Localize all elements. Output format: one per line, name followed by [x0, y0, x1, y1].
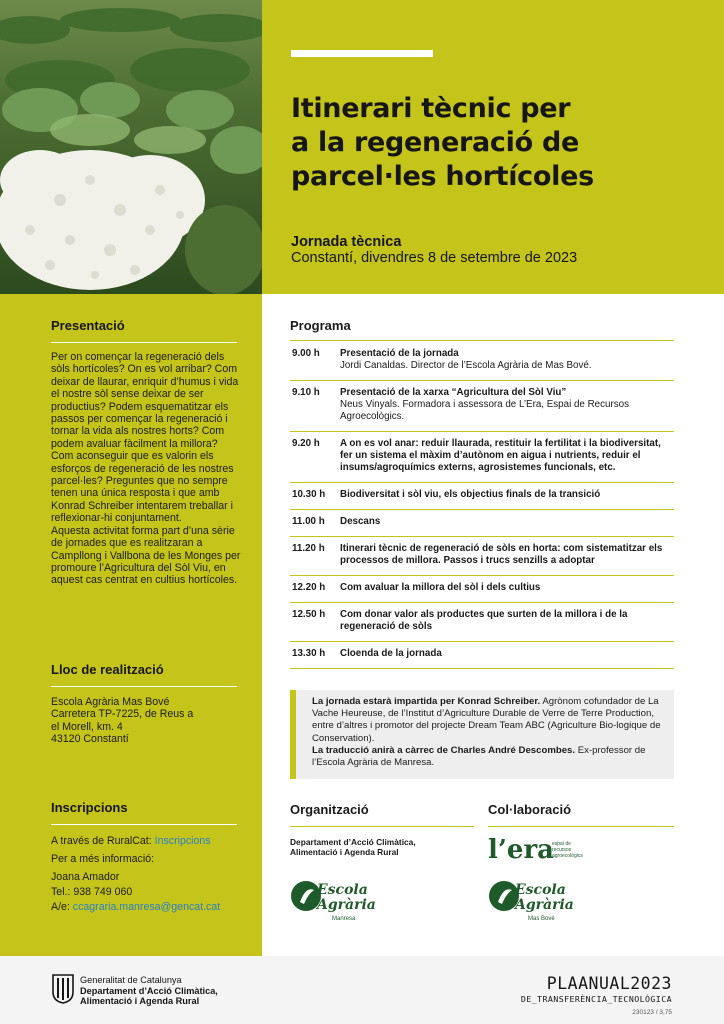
programa-title: Biodiversitat i sòl viu, els objectius finals de la transició	[340, 489, 601, 500]
programa-list	[290, 342, 674, 669]
escola-agraria-manresa-logo	[290, 872, 376, 924]
presentacio-paragraph: Per on començar la regeneració dels sòls hortícoles? On es vol arribar? Com deixar de llaurar, enriquir d’humus i vida el nostre sòl sense deixar de ser productius? Podem esquematitzar els passos per començar la regeneració i tornar la vida als nostres horts? Com podem avaluar fàcilment la millora? Com aconseguir que es valorin els esforços de regeneració de les nostres parcel·les? Preguntes que no sempre tenen una única resposta i que amb Konrad Schreiber intentarem treballar i reflexionar-hi conjuntament.	[51, 351, 239, 525]
translator-info-text: Ex-professor de l’Escola Agrària de Manresa.	[312, 744, 646, 769]
escola-agraria-masbove-logo	[488, 872, 574, 924]
footer	[0, 956, 724, 1024]
collaboracio-heading: Col·laboració	[488, 802, 674, 827]
translator-info-bold: La traducció anirà a càrrec de Charles André Descombes.	[312, 744, 576, 756]
email-link[interactable]: ccagraria.manresa@gencat.cat	[72, 901, 221, 913]
gen-line: Generalitat de Catalunya	[80, 975, 182, 985]
programa-row	[290, 603, 674, 642]
generalitat-text	[80, 975, 218, 1007]
dept-line: Departament d’Acció Climàtica,	[290, 837, 416, 847]
title-line: parcel·les hortícoles	[291, 161, 594, 192]
programa-time: 12.20 h	[292, 582, 326, 593]
presentacio-text	[51, 351, 241, 587]
sidebar	[0, 294, 262, 956]
address-line: 43120 Constantí	[51, 733, 129, 746]
programa-desc: Jordi Canaldas. Director de l’Escola Agrària de Mas Bové.	[340, 360, 592, 371]
programa-body	[340, 438, 674, 474]
programa-time: 13.30 h	[292, 648, 326, 659]
programa-body	[340, 609, 674, 633]
lera-logo	[488, 833, 598, 870]
hero-banner	[262, 0, 724, 294]
programa-body	[340, 543, 674, 567]
more-info-label: Per a més informació:	[51, 853, 155, 865]
gen-line: Departament d’Acció Climàtica,	[80, 985, 218, 996]
pla-sub: DE_TRANSFERÈNCIA_TECNOLÒGICA	[520, 994, 672, 1004]
programa-time: 11.00 h	[292, 516, 325, 527]
programa-time: 12.50 h	[292, 609, 326, 620]
programa-body	[340, 489, 674, 501]
page-title	[291, 92, 711, 194]
programa-title: Itinerari tècnic de regeneració de sòls en horta: com sistematitzar els processos de millora. Passos i trucs senzills a adoptar	[340, 543, 663, 566]
programa-row	[290, 576, 674, 603]
presentacio-paragraph: Aquesta activitat forma part d’una sèrie de jornades que es realitzaran a Campllong i Vallbona de les Monges per promoure l’Agricultura del Sòl Viu, en aquest cas centrat en cultius hortícoles.	[51, 524, 241, 587]
contact-phone: Tel.: 938 749 060	[51, 886, 133, 898]
logo-word-agraria: Agrària	[317, 897, 376, 913]
logo-word-agraria: Agrària	[515, 897, 574, 913]
era-name: l’era	[488, 835, 555, 865]
programa-row	[290, 537, 674, 576]
programa-time: 11.20 h	[292, 543, 325, 554]
programa-row	[290, 342, 674, 381]
department-logo-text	[290, 837, 416, 857]
programa-row	[290, 642, 674, 669]
programa-row	[290, 483, 674, 510]
programa-title: Com donar valor als productes que surten de la millora i de la regeneració de sòls	[340, 609, 628, 632]
hero-rule	[291, 50, 433, 57]
programa-row	[290, 510, 674, 537]
address-line: Escola Agrària Mas Bové	[51, 696, 170, 708]
programa-body	[340, 516, 674, 528]
lloc-address	[51, 696, 241, 746]
title-line: a la regeneració de	[291, 127, 579, 158]
organitzacio-heading: Organització	[290, 802, 474, 827]
programa-time: 9.10 h	[292, 387, 320, 398]
speaker-info-bold: La jornada estarà impartida per Konrad Schreiber.	[312, 696, 541, 707]
programa-body	[340, 348, 674, 372]
programa-body	[340, 648, 674, 660]
programa-title: Descans	[340, 516, 381, 527]
era-tag: agroecològics	[552, 853, 583, 859]
contact-email	[51, 900, 241, 915]
programa-title: A on es vol anar: reduir llaurada, restituir la fertilitat i la biodiversitat, fer un sistema el màxim d’autònom en aigua i nutrients, reduir el insums/agroquímics externs, agrosistemes funcionals, etc.	[340, 438, 661, 473]
inscripcions-via	[51, 834, 241, 849]
era-tag: espai de	[552, 841, 571, 847]
programa-title: Com avaluar la millora del sòl i dels cultius	[340, 582, 541, 593]
programa-body	[340, 582, 674, 594]
speaker-info	[312, 696, 664, 745]
pla-anual-logo	[521, 974, 672, 1004]
address-line: Carretera TP-7225, de Reus a	[51, 708, 194, 721]
programa-heading: Programa	[290, 318, 674, 341]
logo-word-place: Manresa	[332, 916, 356, 922]
programa-time: 10.30 h	[292, 489, 326, 500]
speaker-info-box	[290, 690, 674, 779]
programa-time: 9.00 h	[292, 348, 320, 359]
inscripcions-link[interactable]: Inscripcions	[154, 835, 211, 847]
programa-title: Cloenda de la jornada	[340, 648, 442, 659]
logo-word-escola: Escola	[515, 882, 566, 898]
gen-line: Alimentació i Agenda Rural	[80, 996, 200, 1006]
programa-title: Presentació de la jornada	[340, 348, 459, 359]
document-code: 230123 / 3,75	[632, 1009, 672, 1016]
programa-title: Presentació de la xarxa “Agricultura del Sòl Viu”	[340, 387, 567, 398]
programa-row	[290, 432, 674, 483]
programa-row	[290, 381, 674, 432]
speaker-info-text: Agrònom cofundador de La Vache Heureuse, de l’Institut d’Agriculture Durable de Verre de Terre Production, entre d’altres i promotor del projecte Dream Team ABC (Agriculture Bio-logique de Conservation).	[312, 696, 661, 744]
title-line: Itinerari tècnic per	[291, 93, 571, 124]
logo-word-escola: Escola	[317, 882, 368, 898]
event-type: Jornada tècnica	[291, 234, 402, 250]
era-tag: recursos	[552, 847, 572, 853]
programa-desc: Neus Vinyals. Formadora i assessora de L’Era, Espai de Recursos Agroecològics.	[340, 399, 629, 422]
presentacio-heading: Presentació	[51, 318, 237, 343]
generalitat-shield-icon	[52, 974, 74, 1009]
logo-word-place: Mas Bové	[528, 916, 555, 922]
lloc-heading: Lloc de realització	[51, 662, 237, 687]
programa-time: 9.20 h	[292, 438, 320, 449]
programa-body	[340, 387, 674, 423]
contact-name: Joana Amador	[51, 871, 120, 883]
header-photo	[0, 0, 262, 294]
event-date: Constantí, divendres 8 de setembre de 2023	[291, 250, 578, 266]
pla-main: PLAANUAL2023	[546, 974, 672, 993]
translator-info	[312, 745, 664, 769]
email-prefix: A/e:	[51, 901, 73, 913]
inscripcions-text	[51, 834, 241, 915]
address-line: el Morell, km. 4	[51, 720, 123, 733]
via-prefix: A través de RuralCat:	[51, 835, 155, 847]
dept-line: Alimentació i Agenda Rural	[290, 847, 399, 857]
inscripcions-heading: Inscripcions	[51, 800, 237, 825]
